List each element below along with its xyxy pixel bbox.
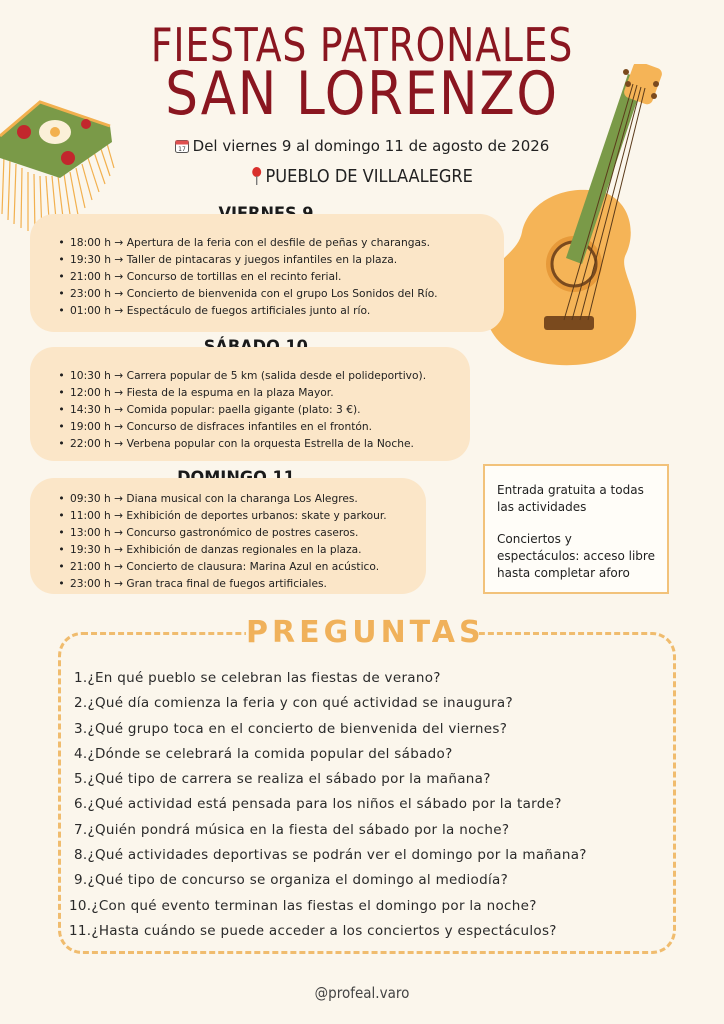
schedule-item: • 12:00 h → Fiesta de la espuma en la plaza Mayor.: [70, 384, 458, 401]
question-item: 9.¿Qué tipo de concurso se organiza el domingo al mediodía?: [74, 872, 509, 889]
event-place-text: PUEBLO DE VILLAALEGRE: [265, 166, 473, 187]
event-place: [36, 166, 688, 187]
title-line1: FIESTAS PATRONALES: [150, 18, 574, 72]
question-item: 3.¿Qué grupo toca en el concierto de bienvenida del viernes?: [74, 720, 508, 737]
schedule-item: • 14:30 h → Comida popular: paella gigante (plato: 3 €).: [70, 401, 458, 418]
schedule-item: • 10:30 h → Carrera popular de 5 km (salida desde el polideportivo).: [70, 367, 458, 384]
schedule-item: • 11:00 h → Exhibición de deportes urbanos: skate y parkour.: [70, 507, 414, 524]
info-free-entry: Entrada gratuita a todas las actividades: [497, 483, 644, 514]
schedule-item: • 18:00 h → Apertura de la feria con el desfile de peñas y charangas.: [70, 234, 492, 251]
schedule-item: • 09:30 h → Diana musical con la charanga Los Alegres.: [70, 490, 414, 507]
info-box: [483, 464, 669, 594]
question-item: 2.¿Qué día comienza la feria y con qué actividad se inaugura?: [74, 695, 513, 712]
question-item: 6.¿Qué actividad está pensada para los niños el sábado por la tarde?: [74, 796, 562, 813]
event-dates: [0, 137, 724, 155]
question-item: 5.¿Qué tipo de carrera se realiza el sábado por la mañana?: [74, 771, 491, 788]
author-handle: @profeal.varo: [314, 984, 410, 1002]
schedule-panel-saturday: [30, 347, 470, 461]
schedule-item: • 19:30 h → Taller de pintacaras y juegos infantiles en la plaza.: [70, 251, 492, 268]
schedule-item: • 19:30 h → Exhibición de danzas regionales en la plaza.: [70, 541, 414, 558]
question-item: 8.¿Qué actividades deportivas se podrán ver el domingo por la mañana?: [74, 847, 587, 864]
schedule-item: • 23:00 h → Gran traca final de fuegos artificiales.: [70, 575, 414, 592]
question-item: 1.¿En qué pueblo se celebran las fiestas de verano?: [74, 670, 441, 686]
event-dates-text: Del viernes 9 al domingo 11 de agosto de 2026: [192, 137, 550, 155]
calendar-icon: [175, 139, 189, 153]
question-item: 4.¿Dónde se celebrará la comida popular del sábado?: [74, 745, 453, 762]
schedule-item: • 01:00 h → Espectáculo de fuegos artificiales junto al río.: [70, 302, 492, 319]
schedule-item: • 21:00 h → Concurso de tortillas en el recinto ferial.: [70, 268, 492, 285]
pin-icon: [251, 167, 262, 185]
title-line2: SAN LORENZO: [165, 59, 559, 129]
questions-list: [69, 666, 674, 944]
question-item: 10.¿Con qué evento terminan las fiestas el domingo por la noche?: [69, 897, 537, 914]
questions-title: PREGUNTAS: [246, 608, 476, 658]
info-concerts-access: Conciertos y espectáculos: acceso libre hasta completar aforo: [497, 532, 655, 580]
schedule-panel-friday: [30, 214, 504, 332]
question-item: 7.¿Quién pondrá música en la fiesta del sábado por la noche?: [74, 821, 510, 838]
schedule-item: • 19:00 h → Concurso de disfraces infantiles en el frontón.: [70, 418, 458, 435]
svg-text:17: 17: [177, 146, 186, 153]
schedule-item: • 13:00 h → Concurso gastronómico de postres caseros.: [70, 524, 414, 541]
schedule-item: • 22:00 h → Verbena popular con la orquesta Estrella de la Noche.: [70, 435, 458, 452]
schedule-item: • 23:00 h → Concierto de bienvenida con el grupo Los Sonidos del Río.: [70, 285, 492, 302]
question-item: 11.¿Hasta cuándo se puede acceder a los conciertos y espectáculos?: [69, 922, 557, 939]
schedule-panel-sunday: [30, 478, 426, 594]
schedule-item: • 21:00 h → Concierto de clausura: Marina Azul en acústico.: [70, 558, 414, 575]
